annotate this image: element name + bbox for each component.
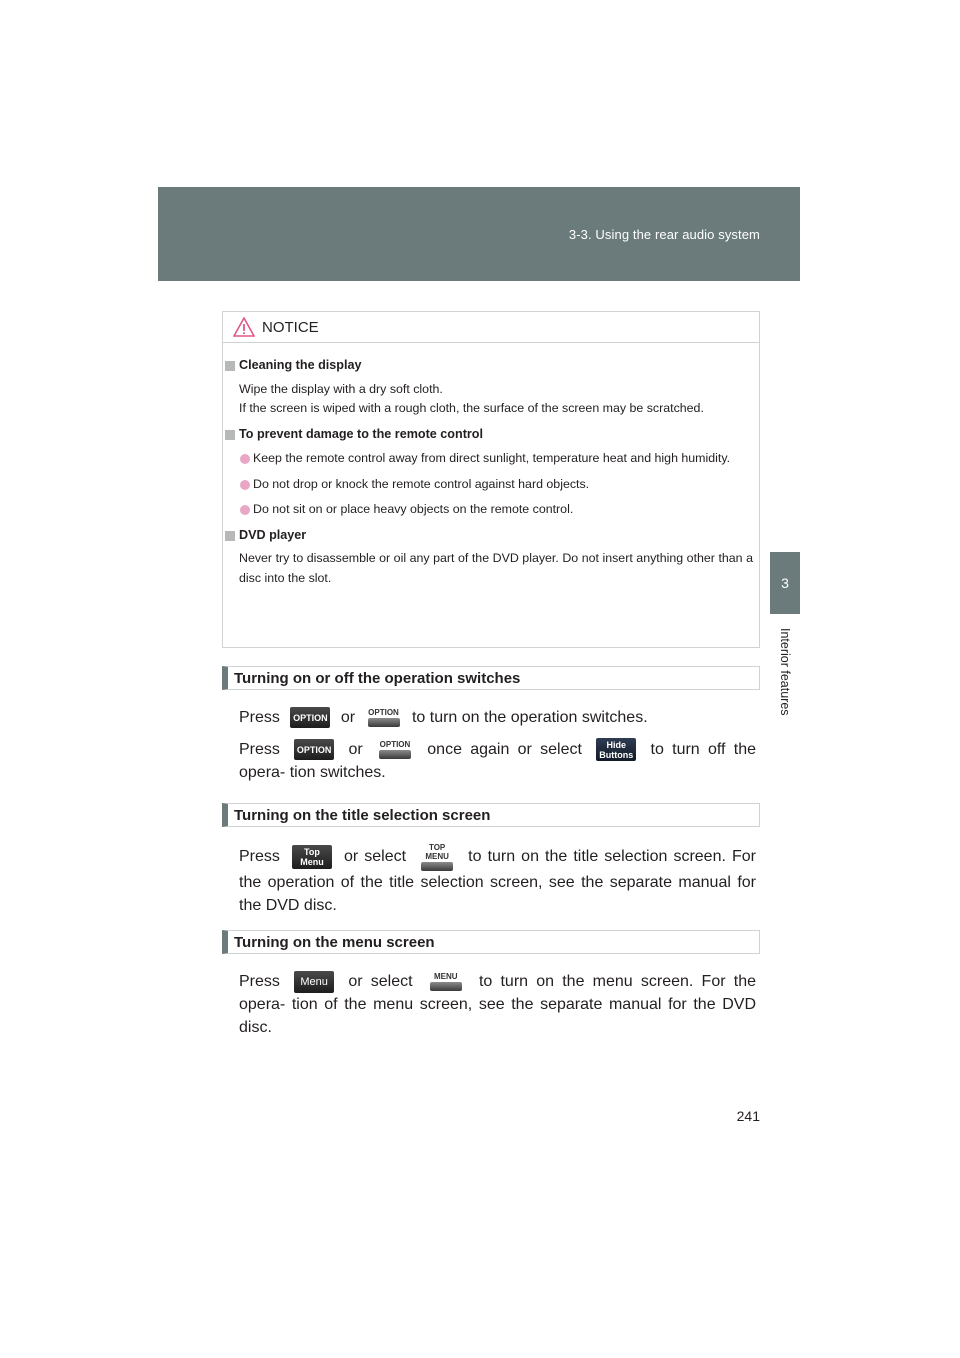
header-band [158, 187, 800, 281]
warning-triangle-icon [233, 317, 255, 337]
notice-body [223, 352, 759, 594]
section-heading-title-selection: Turning on the title selection screen [222, 803, 760, 827]
option-screen-button-icon: OPTION [366, 708, 402, 727]
menu-remote-button-icon: Menu [294, 971, 334, 993]
menu-screen-button-icon: MENU [427, 972, 465, 991]
square-bullet-icon [225, 361, 235, 371]
section-text-menu: Press Menu or select MENU to turn on the menu screen. For the opera- tion of the menu screen, see the separate manual for the DVD disc. [239, 972, 756, 1036]
list-item: Do not drop or knock the remote control against hard objects. [223, 475, 759, 495]
circle-bullet-icon [240, 454, 250, 464]
page-number: 241 [736, 1108, 760, 1124]
notice-title: NOTICE [262, 319, 319, 336]
option-screen-button-icon: OPTION [377, 740, 413, 759]
notice-text-dvd: Never try to disassemble or oil any part of the DVD player. Do not insert anything other than a disc into the slot. [239, 551, 753, 585]
notice-text-cleaning: Wipe the display with a dry soft cloth. If the screen is wiped with a rough cloth, the surface of the screen may be scratched. [239, 381, 704, 415]
notice-heading-dvd: DVD player [223, 526, 759, 546]
circle-bullet-icon [240, 505, 250, 515]
notice-heading-remote: To prevent damage to the remote control [223, 425, 759, 445]
chapter-tab-label [770, 614, 800, 744]
section-text-title-selection: Press Top Menu or select TOP MENU to turn on the title selection screen. For the operation of the title selection screen, see the separate manual for the DVD disc. [239, 843, 756, 914]
list-item: Keep the remote control away from direct sunlight, temperature heat and high humidity. [223, 449, 759, 469]
square-bullet-icon [225, 531, 235, 541]
section-text-operation: Press OPTION or OPTION to turn on the operation switches. Press OPTION or OPTION once again or select Hide Buttons to turn off the opera- tion switches. [239, 708, 756, 782]
top-menu-remote-button-icon: Top Menu [292, 845, 332, 869]
hide-buttons-icon: Hide Buttons [596, 738, 636, 761]
notice-header [223, 312, 759, 343]
section-heading-menu: Turning on the menu screen [222, 930, 760, 954]
option-remote-button-icon: OPTION [290, 707, 330, 728]
circle-bullet-icon [240, 480, 250, 490]
option-remote-button-icon: OPTION [294, 739, 334, 760]
top-menu-screen-button-icon: TOP MENU [418, 843, 456, 871]
list-item: Do not sit on or place heavy objects on the remote control. [223, 500, 759, 520]
chapter-tab-label-text: Interior features [778, 628, 792, 716]
section-heading-operation: Turning on or off the operation switches [222, 666, 760, 690]
square-bullet-icon [225, 430, 235, 440]
chapter-tab-number: 3 [770, 552, 800, 614]
notice-heading-cleaning: Cleaning the display [223, 356, 759, 376]
section-title: 3-3. Using the rear audio system [568, 227, 760, 242]
notice-box [222, 311, 760, 648]
